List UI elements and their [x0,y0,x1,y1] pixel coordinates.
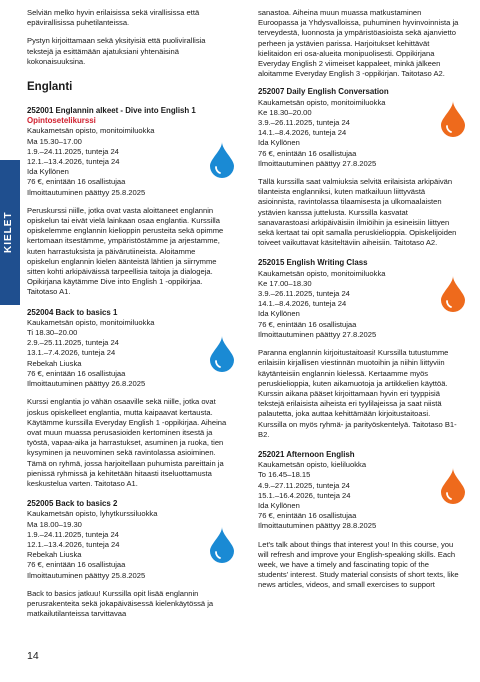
course-description: Back to basics jatkuu! Kurssilla opit lisää englannin perusrakenteita sekä jokapäiväisessä kielenkäytössä ja matkailutilanteissa tarvittavaa [27,588,214,619]
course-location: Kaukametsän opisto, lyhytkurssiluokka [27,509,158,519]
course-description: Kurssi englantia jo vähän osaaville sekä niille, jotka ovat joskus opiskelleet englantia, mutta kaipaavat kertausta. Käytämme kurssilla Everyday English 1 -oppikirjaa. Aiheina ovat muun muassa perusasioiden kertominen itsestä ja työstä, vapaa-aika ja harrastukset, asuminen ja ruoka, tien kysyminen ja neuvominen sekä ravintolassa asioiminen. Tämä on ryhmä, jossa harjoitellaan puhumista pareittain ja pienissä ryhmissä ja kehitetään hitaasti itseluottamusta keskustelua varten. Taitotaso A1. [27,397,227,488]
course-title: 252007 Daily English Conversation [258,87,389,97]
course-price: 76 €, enintään 16 osallistujaa [27,560,126,570]
course-252005 [27,499,228,619]
left-column [27,8,228,629]
course-title-text: 252001 Englannin alkeet - Dive into English 1 [27,106,196,116]
course-term-1: 1.9.–24.11.2025, tunteja 24 [27,529,119,539]
course-teacher: Ida Kyllönen [258,138,300,148]
course-term-2: 14.1.–8.4.2026, tunteja 24 [258,299,347,309]
orange-drop-icon [439,101,467,138]
course-time: Ke 17.00–18.30 [258,278,312,288]
opintoseteli-badge: Opintosetelikurssi [27,116,96,126]
course-teacher: Ida Kyllönen [258,500,300,510]
blue-drop-icon [208,142,236,179]
course-location: Kaukametsän opisto, monitoimiluokka [258,268,386,278]
course-time: Ke 18.30–20.00 [258,107,312,117]
orange-drop-icon [439,276,467,313]
course-price: 76 €, enintään 16 osallistujaa [258,148,357,158]
course-time: To 16.45–18.15 [258,470,311,480]
course-registration-deadline: Ilmoittautuminen päättyy 25.8.2025 [27,187,146,197]
course-term-1: 1.9.–24.11.2025, tunteja 24 [27,146,119,156]
course-252001 [27,106,228,298]
course-location: Kaukametsän opisto, monitoimiluokka [27,126,155,136]
course-term-2: 14.1.–8.4.2026, tunteja 24 [258,128,347,138]
course-term-1: 3.9.–26.11.2025, tunteja 24 [258,289,350,299]
course-description: Peruskurssi niille, jotka ovat vasta aloittaneet englannin opiskelun tai eivät vielä lainkaan osaa englantia. Kurssilla opiskelemme englannin kielioppin perusteita sekä opimme kertomaan itsestämme, ympäristöstämme ja arjestamme, kuten harrastuksista ja päivärutiineista. Aloitamme opiskelun englannin kielen äänteistä lähtien ja siirrymme sitten kohti arkipäiväissä tarpeellisia taitoja ja dialogeja. Opikirjana käytämme Dive into English 1 -oppikirjaa. Taitotaso A1. [27,205,224,297]
course-term-1: 4.9.–27.11.2025, tunteja 24 [258,480,350,490]
course-price: 76 €, enintään 16 osallistujaa [27,368,126,378]
course-description: Tällä kurssilla saat valmiuksia selvitä erilaisista arkipäivän tilanteista englanniksi, kuten matkailuun liittyvästä asioinnista, ravintolassa tilaamisesta ja ulkomaalaisten ystävien kanssa juttelusta. Kurssilla kasvatat sanavarastoasi arkipäiväisiin ilmiöihin ja esineisiin liittyen sekä kertaat tai opit samalla peruskielioppia. Opiskelijoiden toiveet vaikuttavat käsiteltäviin aiheisiin. Taitotaso A2. [258,177,457,248]
course-registration-deadline: Ilmoittautuminen päättyy 28.8.2025 [258,521,377,531]
course-time: Ma 18.00–19.30 [27,519,82,529]
course-location: Kaukametsän opisto, monitoimiluokka [27,317,155,327]
course-title: 252004 Back to basics 1 [27,307,118,317]
blue-drop-icon [208,527,236,564]
orange-drop-icon [439,468,467,505]
page-number: 14 [27,650,39,662]
continued-paragraph: sanastoa. Aiheina muun muassa matkustaminen Euroopassa ja Yhdysvalloissa, puhuminen hyvinvoinnista ja terveydestä, luonnosta ja ympäristöasioista sekä ajanvietto perheen ja ystävien parissa. Harjoitukset kehittävät kielitaidon eri osa-alueita monipuolisesti. Oppikirjana Everyday English 2 viimeiset kappaleet, minkä jälkeen aloitamme Everyday English 3 -oppikirjan. Taitotaso A2. [258,8,459,79]
course-time: Ti 18.30–20.00 [27,328,78,338]
course-title: 252015 English Writing Class [258,258,368,268]
course-registration-deadline: Ilmoittautuminen päättyy 25.8.2025 [27,570,146,580]
course-252004 [27,308,228,489]
right-column [258,8,459,601]
course-title: 252021 Afternoon English [258,449,355,459]
course-teacher: Rebekah Liuska [27,550,82,560]
course-252015 [258,258,459,439]
course-location: Kaukametsän opisto, kieliluokka [258,460,367,470]
course-registration-deadline: Ilmoittautuminen päättyy 27.8.2025 [258,329,377,339]
course-teacher: Rebekah Liuska [27,358,82,368]
course-term-1: 2.9.–25.11.2025, tunteja 24 [27,338,119,348]
course-time: Ma 15.30–17.00 [27,136,82,146]
course-description: Paranna englannin kirjoitustaitoasi! Kurssilla tutustumme erilaisiin kirjallisen viestinnän muotoihin ja niihin liittyviin käytänteisiin englannin kielessä. Kertaamme myös peruskielioppia, kuten aikamuotoja ja artikkelien käyttöä. Kurssin aikana pääset kirjoittamaan hyvin eri tyyppisiä tekstejä erilaisista aiheista eri tyylilajeissa ja saat niistä palautetta, joka auttaa kehittämään kirjoitustaitoasi. Kurssilla on myös ryhmä- ja parityöskentelyä. Taitotaso B1-B2. [258,348,457,439]
course-term-2: 12.1.–13.4.2026, tunteja 24 [27,157,120,167]
course-title [27,106,228,126]
section-side-tab [0,160,20,305]
course-teacher: Ida Kyllönen [27,167,69,177]
course-term-2: 12.1.–13.4.2026, tunteja 24 [27,539,120,549]
course-term-1: 3.9.–26.11.2025, tunteja 24 [258,118,350,128]
course-title: 252005 Back to basics 2 [27,499,118,509]
course-term-2: 13.1.–7.4.2026, tunteja 24 [27,348,116,358]
course-description: Let's talk about things that interest you! In this course, you will refresh and improve your English-speaking skills. Each week, we have a timely and fascinating topic of the students' interest. Study material consists of short texts, like news articles, videos, and small exercises to support [258,539,459,590]
course-registration-deadline: Ilmoittautuminen päättyy 26.8.2025 [27,379,146,389]
course-price: 76 €, enintään 16 osallistujaa [27,177,126,187]
course-term-2: 15.1.–16.4.2026, tunteja 24 [258,490,351,500]
section-heading: Englanti [27,81,73,94]
course-location: Kaukametsän opisto, monitoimiluokka [258,97,386,107]
intro-paragraph-1: Selviän melko hyvin erilaisissa sekä virallisissa että epävirallisissa puhetilanteissa. [27,8,200,28]
course-teacher: Ida Kyllönen [258,309,300,319]
course-252007 [258,87,459,248]
course-252021 [258,450,459,591]
blue-drop-icon [208,336,236,373]
course-price: 76 €, enintään 16 osallistujaa [258,511,357,521]
intro-paragraph-2: Pystyn kirjoittamaan sekä yksityisiä että puolivirallisia tekstejä ja esittämään ajatuksiani yhtenäisinä kokonaisuuksina. [27,36,206,66]
course-registration-deadline: Ilmoittautuminen päättyy 27.8.2025 [258,158,377,168]
side-tab-label: KIELET [3,211,14,254]
course-price: 76 €, enintään 16 osallistujaa [258,319,357,329]
